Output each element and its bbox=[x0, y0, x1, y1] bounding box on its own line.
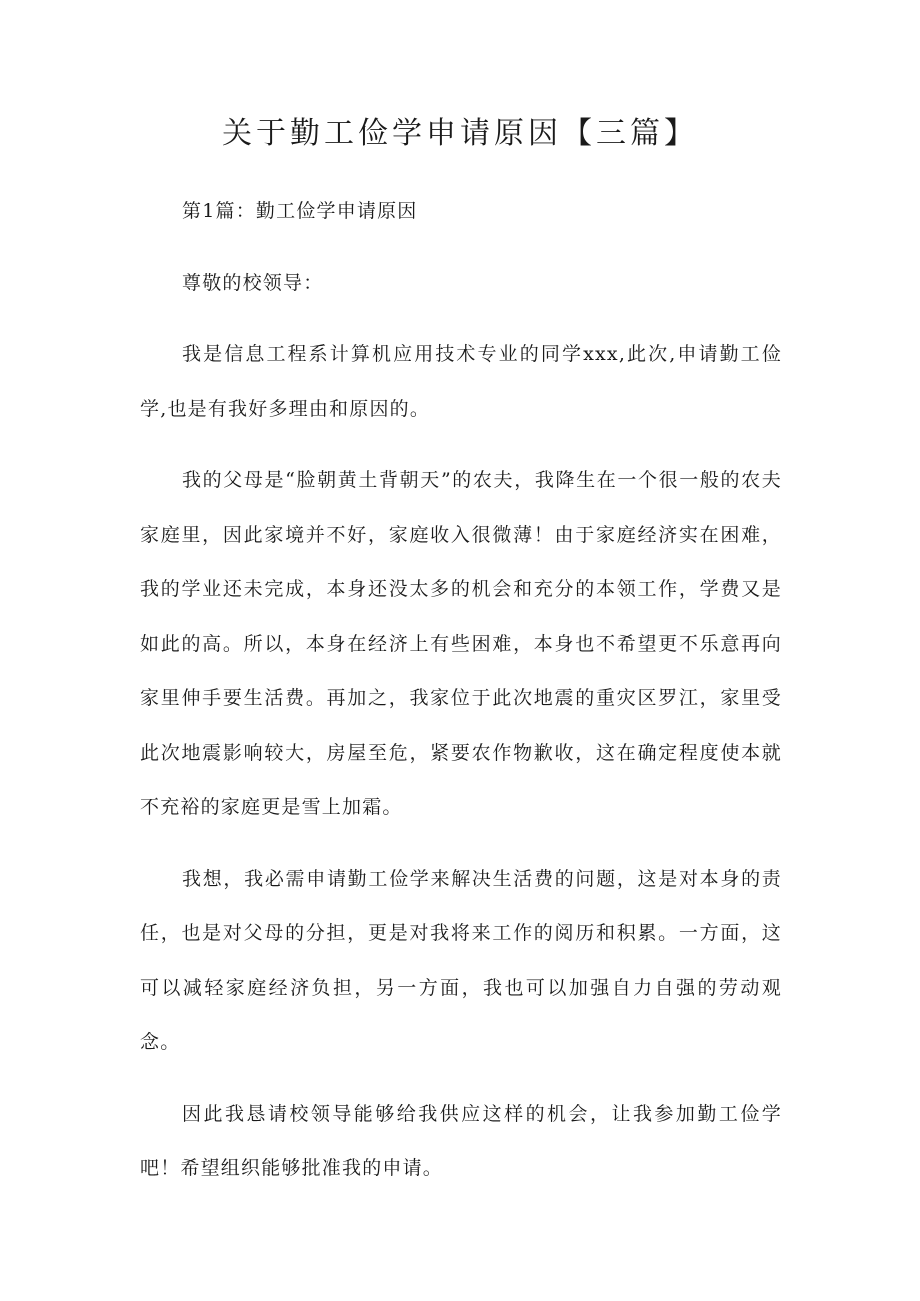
paragraph-reason: 我想，我必需申请勤工俭学来解决生活费的问题，这是对本身的责任，也是对父母的分担，更是对我将来工作的阅历和积累。一方面，这可以减轻家庭经济负担，另一方面，我也可以加强自力自强的劳动观念。 bbox=[140, 867, 782, 1053]
section-heading: 第1篇：勤工俭学申请原因 bbox=[182, 200, 418, 222]
paragraph-intro: 我是信息工程系计算机应用技术专业的同学xxx,此次,申请勤工俭学,也是有我好多理由和原因的。 bbox=[140, 343, 782, 420]
paragraph-closing: 因此我恳请校领导能够给我供应这样的机会，让我参加勤工俭学吧！希望组织能够批准我的申请。 bbox=[140, 1102, 782, 1179]
document-body bbox=[140, 184, 782, 1196]
paragraph-family-situation: 我的父母是“脸朝黄土背朝天”的农夫，我降生在一个很一般的农夫家庭里，因此家境并不好，家庭收入很微薄！由于家庭经济实在困难，我的学业还未完成，本身还没太多的机会和充分的本领工作，学费又是如此的高。所以，本身在经济上有些困难，本身也不希望更不乐意再向家里伸手要生活费。再加之，我家位于此次地震的重灾区罗江，家里受此次地震影响较大，房屋至危，紧要农作物歉收，这在确定程度使本就不充裕的家庭更是雪上加霜。 bbox=[140, 469, 782, 818]
document-title: 关于勤工俭学申请原因【三篇】 bbox=[222, 116, 698, 151]
salutation: 尊敬的校领导： bbox=[182, 271, 324, 294]
